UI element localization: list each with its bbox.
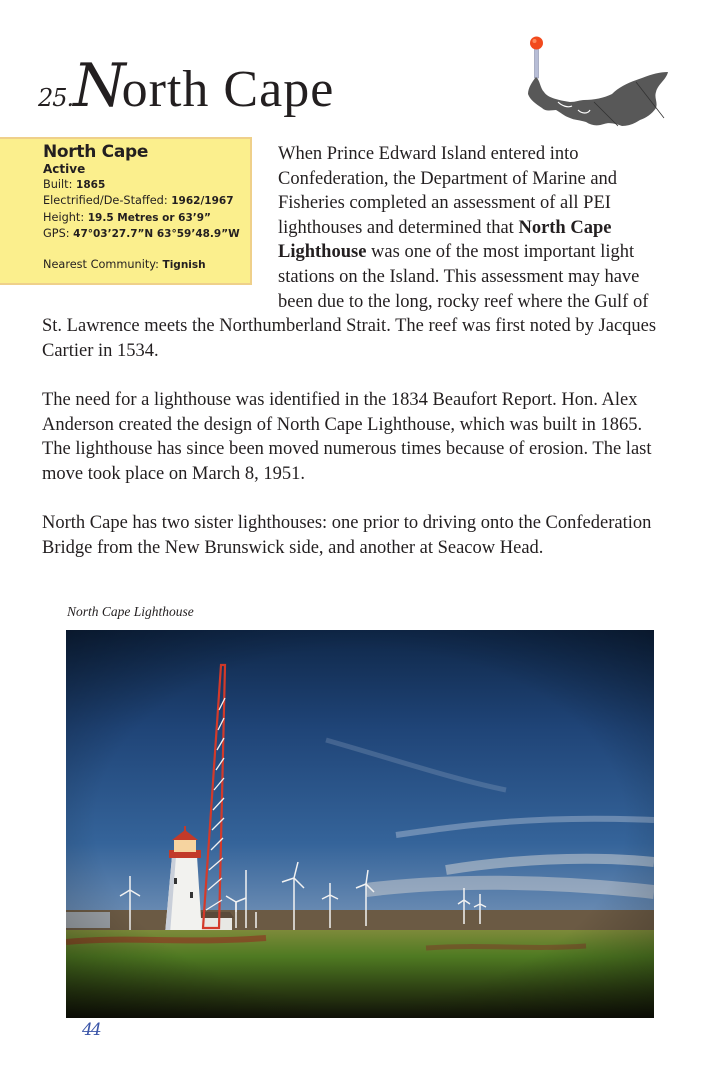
paragraph-2: The need for a lighthouse was identified in the 1834 Beaufort Report. Hon. Alex Anderson created the design of North Cape Lighthouse, which was built in 1865. The lighthouse has since been moved numerous times because of erosion. The last move took place on March 8, 1951. [42, 389, 652, 484]
paragraph-1: When Prince Edward Island entered into Confederation, the Department of Marine and Fisheries completed an assessment of all PEI lighthouses and determined that North Cape Lighthouse was one of the most important light stations on the Island. This assessment may have been due to the long, rocky reef where the Gulf of St. Lawrence meets the Northumberland Strait. The reef was first noted by Jacques Cartier in 1534. [42, 144, 657, 361]
page-number: 44 [82, 1020, 100, 1040]
info-electrified: Electrified/De-Staffed: 1962/1967 [43, 194, 234, 208]
article-body [42, 142, 670, 560]
figure-caption: North Cape Lighthouse [67, 604, 194, 619]
lighthouse-name-bold: North Cape Lighthouse [278, 217, 612, 263]
location-pin-icon [530, 37, 543, 79]
title-text: orth Cape [121, 61, 335, 118]
page-title [38, 51, 335, 121]
info-name: North Cape [43, 142, 149, 162]
entry-number: 25. [38, 84, 74, 112]
title-initial: N [73, 51, 122, 121]
info-gps: GPS: 47°03’27.7”N 63°59’48.9”W [43, 226, 240, 240]
pei-map-icon [518, 30, 674, 134]
paragraph-3: North Cape has two sister lighthouses: one prior to driving onto the Confederation Bridge from the New Brunswick side, and another at Seacow Head. [42, 512, 652, 558]
info-box-wrap-space [42, 142, 278, 290]
info-built: Built: 1865 [43, 178, 106, 192]
lighthouse-photo [66, 630, 654, 1018]
info-height: Height: 19.5 Metres or 63’9” [43, 210, 211, 224]
info-status: Active [43, 162, 86, 176]
info-community: Nearest Community: Tignish [43, 258, 206, 272]
